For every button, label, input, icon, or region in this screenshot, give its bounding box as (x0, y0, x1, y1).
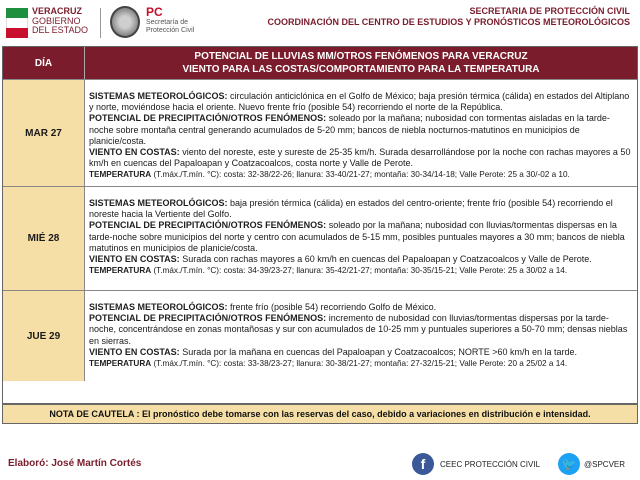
row-content (89, 187, 633, 276)
row-content (89, 80, 633, 181)
col-main-header (85, 47, 637, 79)
state-name: VERACRUZ (32, 6, 83, 16)
header-line2: COORDINACIÓN DEL CENTRO DE ESTUDIOS Y PRONÓSTICOS METEOROLÓGICOS (267, 17, 630, 27)
viento-label: VIENTO EN COSTAS: (89, 346, 180, 357)
table-row (3, 186, 637, 290)
temp-label: TEMPERATURA (89, 170, 152, 180)
state-sub2: DEL ESTADO (32, 25, 89, 35)
pc-logo (110, 6, 220, 40)
col-main-header-line1: POTENCIAL DE LLUVIAS MM/OTROS FENÓMENOS PARA VERACRUZ (194, 51, 528, 62)
facebook-icon[interactable]: f (412, 453, 434, 475)
row-content (89, 291, 633, 369)
potencial-text: soleado por la mañana; nubosidad con lluvias/tormentas dispersas en la tarde-noche sobre municipios del norte y centro con acumulados de 5-15 mm, posibles puntuales mayores a 30 mm; bancos de niebla matutinos en municipios de planicie/costa. (89, 220, 625, 253)
state-sub1: GOBIERNO (32, 15, 81, 26)
twitter-icon[interactable]: 🐦 (558, 453, 580, 475)
twitter-label[interactable]: @SPCVER (584, 459, 626, 469)
twitter-link[interactable] (558, 452, 625, 476)
viento-text: viento del noreste, este y sureste de 25-35 km/h. Surada desarrollándose por la noche con rachas mayores a 50 km/h en cuencas del Papaloapan y Coatzacoalcos, costa norte y Valle de Perote. (89, 147, 631, 169)
potencial-label: POTENCIAL DE PRECIPITACIÓN/OTROS FENÓMENOS: (89, 113, 327, 124)
col-main-header-line2: VIENTO PARA LAS COSTAS/COMPORTAMIENTO PARA LA TEMPERATURA (182, 64, 540, 75)
facebook-label[interactable]: CEEC PROTECCIÓN CIVIL (440, 459, 541, 469)
pc-sub2: Protección Civil (146, 27, 195, 34)
caution-note: NOTA DE CAUTELA : El pronóstico debe tomarse con las reservas del caso, debido a variaciones en distribución e intensidad. (2, 404, 638, 424)
table-row (3, 79, 637, 186)
table-row (3, 290, 637, 381)
potencial-text: incremento de nubosidad con lluvias/tormentas dispersas por la tarde-noche, concentrándose en zonas montañosas y sur con acumulados de 10-25 mm y puntuales superiores a 50-70 mm; densas nieblas en sierras. (89, 313, 628, 346)
author-credit: Elaboró: José Martín Cortés (8, 458, 142, 469)
forecast-table (2, 46, 638, 404)
sistemas-text: baja presión térmica (cálida) en estados del centro-oriente; frente frío (posible 54) recorriendo el noreste hacia la Vertiente del Golfo. (89, 198, 613, 220)
sistemas-label: SISTEMAS METEOROLÓGICOS: (89, 198, 228, 208)
row-day: JUE 29 (3, 291, 85, 381)
sistemas-label: SISTEMAS METEOROLÓGICOS: (89, 302, 228, 312)
pc-sub1: Secretaría de (146, 19, 189, 26)
temp-label: TEMPERATURA (89, 359, 152, 369)
viento-text: Surada por la mañana en cuencas del Papaloapan y Coatzacoalcos; NORTE >60 km/h en la tarde. (179, 346, 578, 357)
sistemas-text: frente frío (posible 54) recorriendo Golfo de México. (227, 302, 437, 312)
potencial-text: soleado por la mañana; nubosidad con tormentas aisladas en la tarde-noche sobre montaña central generando acumulados de 5-20 mm; bancos de niebla nocturnos-matutinos en municipios de planicie/costa. (89, 113, 610, 146)
viento-label: VIENTO EN COSTAS: (89, 147, 180, 158)
table-header (3, 47, 637, 79)
viento-label: VIENTO EN COSTAS: (89, 254, 180, 265)
row-day: MAR 27 (3, 80, 85, 186)
pc-title: PC (146, 5, 163, 19)
footer (0, 448, 640, 480)
veracruz-logo (6, 6, 106, 40)
facebook-link[interactable] (412, 452, 540, 476)
viento-text: Surada con rachas mayores a 60 km/h en cuencas del Papaloapan y Coatzacoalcos y Valle de Perote. (179, 254, 592, 265)
temp-text: (T.máx./T.mín. °C): costa: 33-38/23-27; llanura: 30-38/21-27; montaña: 27-32/15-21; Valle Perote: 20 a 25/02 a 14. (151, 359, 568, 369)
header-institution (267, 6, 630, 28)
row-day: MIÉ 28 (3, 187, 85, 290)
header-line1: SECRETARIA DE PROTECCIÓN CIVIL (469, 6, 630, 16)
potencial-label: POTENCIAL DE PRECIPITACIÓN/OTROS FENÓMENOS: (89, 313, 327, 324)
temp-text: (T.máx./T.mín. °C): costa: 32-38/22-26; llanura: 33-40/21-27; montaña: 30-34/14-18; Valle Perote: 25 a 30/-02 a 10. (151, 170, 570, 180)
header-divider (100, 8, 101, 38)
temp-label: TEMPERATURA (89, 266, 152, 276)
potencial-label: POTENCIAL DE PRECIPITACIÓN/OTROS FENÓMENOS: (89, 220, 327, 231)
seal-icon (110, 6, 140, 38)
sistemas-label: SISTEMAS METEOROLÓGICOS: (89, 91, 228, 101)
sistemas-text: circulación anticiclónica en el Golfo de México; baja presión térmica (cálida) en estados del Altiplano y norte, moviéndose hacia el oriente. Nuevo frente frío (posible 54) recorriendo el norte de la República. (89, 91, 630, 113)
header (0, 0, 640, 46)
temp-text: (T.máx./T.mín. °C): costa: 34-39/23-27; llanura: 35-42/21-27; montaña: 30-35/15-21; Valle Perote: 25 a 30/02 a 14. (151, 266, 568, 276)
col-day-header: DÍA (3, 47, 85, 79)
veracruz-flag-icon (6, 8, 28, 38)
